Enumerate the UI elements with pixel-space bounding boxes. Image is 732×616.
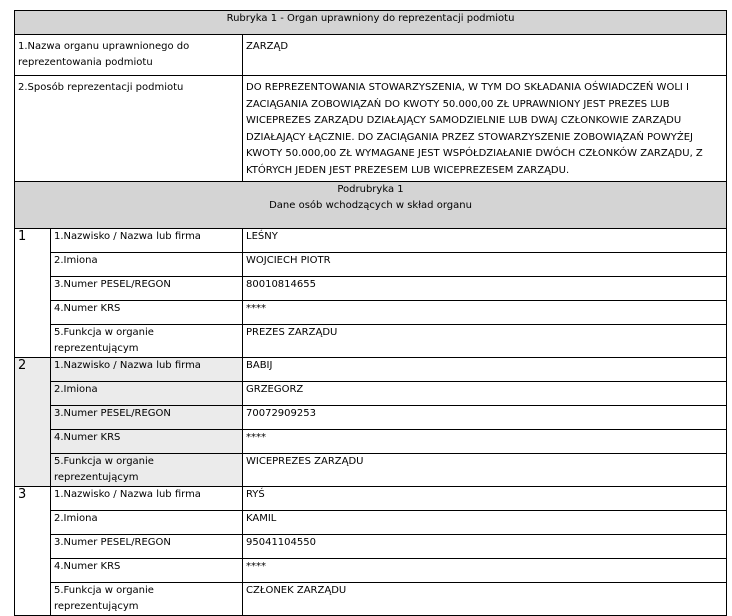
person-names-value: GRZEGORZ bbox=[243, 382, 727, 406]
person-3-function-row bbox=[15, 583, 727, 616]
field-label-function: 5.Funkcja w organie reprezentującym bbox=[51, 454, 243, 487]
person-1-names-row bbox=[15, 253, 727, 277]
field-label-pesel: 3.Numer PESEL/REGON bbox=[51, 277, 243, 301]
subsection-title: Podrubryka 1 bbox=[337, 184, 404, 195]
subsection-header-row bbox=[15, 182, 727, 229]
person-3-surname-row bbox=[15, 487, 727, 511]
representation-label: 2.Sposób reprezentacji podmiotu bbox=[15, 76, 243, 182]
subsection-header bbox=[15, 182, 727, 229]
section-title: Rubryka 1 - Organ uprawniony do reprezentacji podmiotu bbox=[15, 11, 727, 35]
organ-name-value: ZARZĄD bbox=[243, 35, 727, 76]
person-krs-value: **** bbox=[243, 301, 727, 325]
person-surname-value: BABIJ bbox=[243, 358, 727, 382]
persons-table-body bbox=[15, 229, 727, 616]
field-label-pesel: 3.Numer PESEL/REGON bbox=[51, 535, 243, 559]
organ-name-label: 1.Nazwa organu uprawnionego do reprezentowania podmiotu bbox=[15, 35, 243, 76]
person-number: 3 bbox=[15, 487, 51, 616]
field-label-names: 2.Imiona bbox=[51, 382, 243, 406]
field-label-surname: 1.Nazwisko / Nazwa lub firma bbox=[51, 358, 243, 382]
person-names-value: KAMIL bbox=[243, 511, 727, 535]
person-names-value: WOJCIECH PIOTR bbox=[243, 253, 727, 277]
field-label-pesel: 3.Numer PESEL/REGON bbox=[51, 406, 243, 430]
person-2-names-row bbox=[15, 382, 727, 406]
person-krs-value: **** bbox=[243, 430, 727, 454]
field-label-krs: 4.Numer KRS bbox=[51, 559, 243, 583]
representation-value: DO REPREZENTOWANIA STOWARZYSZENIA, W TYM DO SKŁADANIA OŚWIADCZEŃ WOLI I ZACIĄGANIA ZOBOWIĄZAŃ DO KWOTY 50.000,00 ZŁ UPRAWNIONY JEST PREZES LUB WICEPREZES ZARZĄDU DZIAŁAJĄCY SAMODZIELNIE LUB DWAJ CZŁONKOWIE ZARZĄDU DZIAŁAJĄCY ŁĄCZNIE. DO ZACIĄGANIA PRZEZ STOWARZYSZENIE ZOBOWIĄZAŃ POWYŻEJ KWOTY 50.000,00 ZŁ WYMAGANE JEST WSPÓŁDZIAŁANIE DWÓCH CZŁONKÓW ZARZĄDU, Z KTÓRYCH JEDEN JEST PREZESEM LUB WICEPREZESEM ZARZĄDU. bbox=[243, 76, 727, 182]
person-3-names-row bbox=[15, 511, 727, 535]
person-number: 2 bbox=[15, 358, 51, 487]
organ-name-row bbox=[15, 35, 727, 76]
person-function-value: CZŁONEK ZARZĄDU bbox=[243, 583, 727, 616]
field-label-krs: 4.Numer KRS bbox=[51, 430, 243, 454]
person-pesel-value: 80010814655 bbox=[243, 277, 727, 301]
field-label-function: 5.Funkcja w organie reprezentującym bbox=[51, 325, 243, 358]
person-krs-value: **** bbox=[243, 559, 727, 583]
person-1-krs-row bbox=[15, 301, 727, 325]
person-pesel-value: 95041104550 bbox=[243, 535, 727, 559]
person-number: 1 bbox=[15, 229, 51, 358]
person-surname-value: LEŚNY bbox=[243, 229, 727, 253]
person-function-value: WICEPREZES ZARZĄDU bbox=[243, 454, 727, 487]
person-function-value: PREZES ZARZĄDU bbox=[243, 325, 727, 358]
field-label-function: 5.Funkcja w organie reprezentującym bbox=[51, 583, 243, 616]
field-label-surname: 1.Nazwisko / Nazwa lub firma bbox=[51, 229, 243, 253]
person-pesel-value: 70072909253 bbox=[243, 406, 727, 430]
field-label-surname: 1.Nazwisko / Nazwa lub firma bbox=[51, 487, 243, 511]
person-3-pesel-row bbox=[15, 535, 727, 559]
person-1-function-row bbox=[15, 325, 727, 358]
register-table bbox=[14, 10, 727, 616]
person-2-krs-row bbox=[15, 430, 727, 454]
person-1-pesel-row bbox=[15, 277, 727, 301]
person-2-pesel-row bbox=[15, 406, 727, 430]
person-3-krs-row bbox=[15, 559, 727, 583]
person-2-surname-row bbox=[15, 358, 727, 382]
section-header-row bbox=[15, 11, 727, 35]
subsection-subtitle: Dane osób wchodzących w skład organu bbox=[269, 200, 472, 211]
person-surname-value: RYŚ bbox=[243, 487, 727, 511]
field-label-names: 2.Imiona bbox=[51, 511, 243, 535]
person-1-surname-row bbox=[15, 229, 727, 253]
person-2-function-row bbox=[15, 454, 727, 487]
representation-row bbox=[15, 76, 727, 182]
field-label-krs: 4.Numer KRS bbox=[51, 301, 243, 325]
field-label-names: 2.Imiona bbox=[51, 253, 243, 277]
